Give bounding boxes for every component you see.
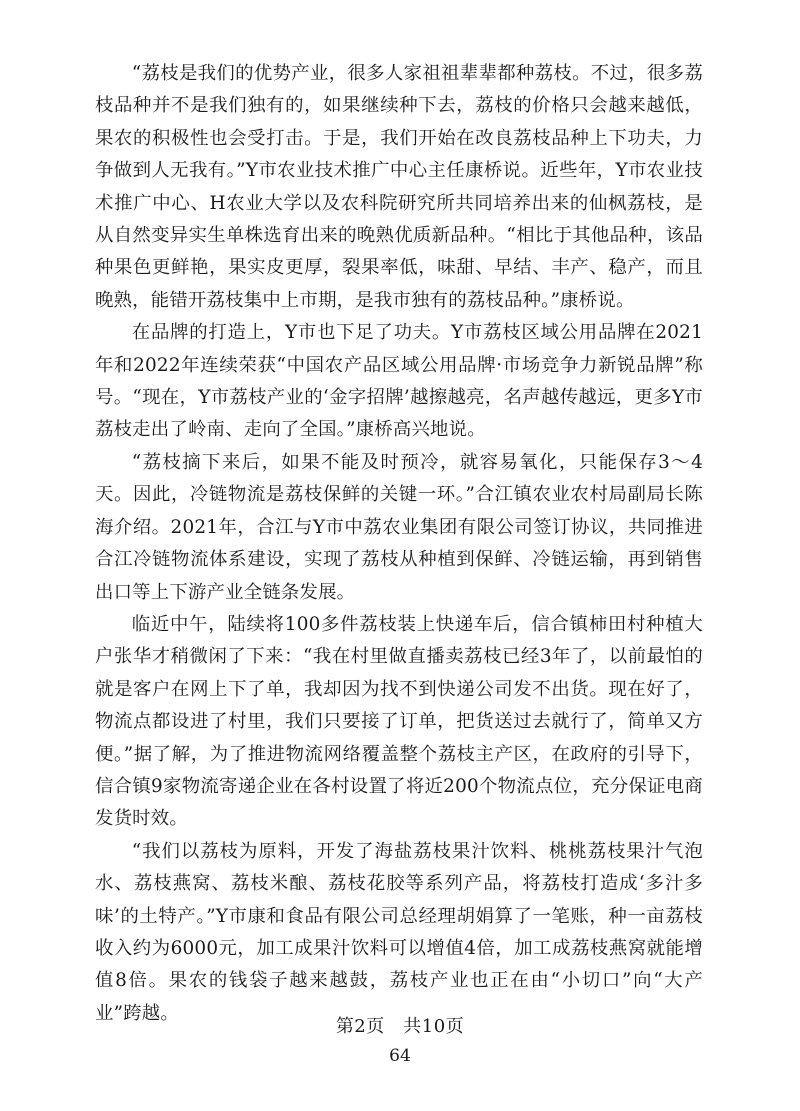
article-body: [95, 58, 703, 1030]
page-number: 64: [389, 1046, 411, 1066]
paragraph-cold-chain: “荔枝摘下来后，如果不能及时预冷，就容易氧化，只能保存3～4天。因此，冷链物流是荔枝保鲜的关键一环。”合江镇农业农村局副局长陈海介绍。2021年，合江与Y市中荔农业集团有限公司签订协议，共同推进合江冷链物流体系建设，实现了荔枝从种植到保鲜、冷链运输，再到销售出口等上下游产业全链条发展。: [95, 451, 703, 603]
paragraph-logistics-network: 临近中午，陆续将100多件荔枝装上快递车后，信合镇柿田村种植大户张华才稍微闲了下来：“我在村里做直播卖荔枝已经3年了，以前最怕的就是客户在网上下了单，我却因为找不到快递公司发不出货。现在好了，物流点都设进了村里，我们只要接了订单，把货送过去就行了，简单又方便。”据了解，为了推进物流网络覆盖整个荔枝主产区，在政府的引导下，信合镇9家物流寄递企业在各村设置了将近200个物流点位，充分保证电商发货时效。: [95, 613, 703, 830]
paragraph-brand-building: 在品牌的打造上，Y市也下足了功夫。Y市荔枝区域公用品牌在2021年和2022年连续荣获“中国农产品区域公用品牌·市场竞争力新锐品牌”称号。“现在，Y市荔枝产业的‘金字招牌’越擦越亮，名声越传越远，更多Y市荔枝走出了岭南、走向了全国。”康桥高兴地说。: [95, 322, 703, 441]
paragraph-deep-processing: “我们以荔枝为原料，开发了海盐荔枝果汁饮料、桃桃荔枝果汁气泡水、荔枝燕窝、荔枝米酿、荔枝花胶等系列产品，将荔枝打造成‘多汁多味’的土特产。”Y市康和食品有限公司总经理胡娟算了一笔账，种一亩荔枝收入约为6000元，加工成果汁饮料可以增值4倍，加工成荔枝燕窝就能增值8倍。果农的钱袋子越来越鼓，荔枝产业也正在由“小切口”向“大产业”跨越。: [95, 840, 703, 1024]
paragraph-lychee-variety: “荔枝是我们的优势产业，很多人家祖祖辈辈都种荔枝。不过，很多荔枝品种并不是我们独有的，如果继续种下去，荔枝的价格只会越来越低，果农的积极性也会受打击。于是，我们开始在改良荔枝品种上下功夫，力争做到人无我有。”Y市农业技术推广中心主任康桥说。近些年，Y市农业技术推广中心、H农业大学以及农科院研究所共同培养出来的仙枫荔枝，是从自然变异实生单株选育出来的晚熟优质新品种。“相比于其他品种，该品种果色更鲜艳，果实皮更厚，裂果率低，味甜、早结、丰产、稳产，而且晚熟，能错开荔枝集中上市期，是我市独有的荔枝品种。”康桥说。: [95, 63, 703, 311]
page-indicator: 第2页 共10页: [335, 1016, 465, 1037]
